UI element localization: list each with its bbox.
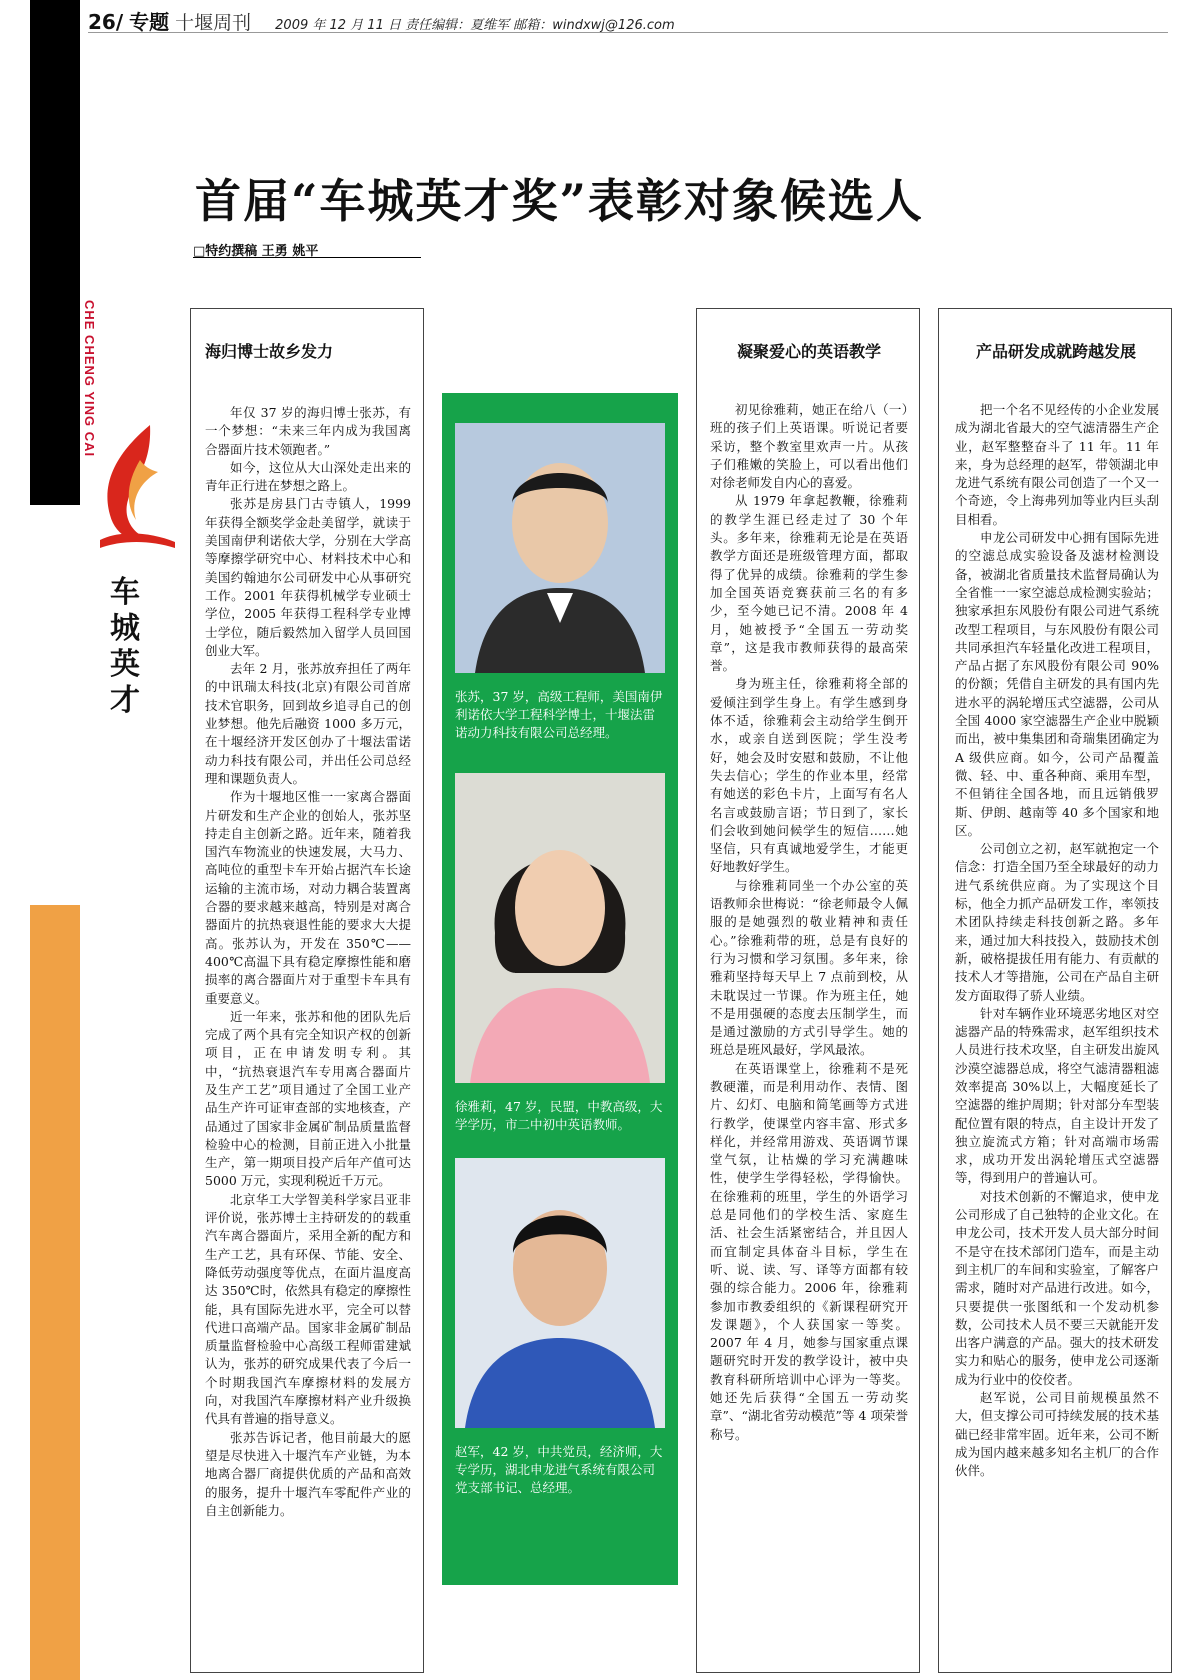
- portrait-photo-2: [455, 773, 665, 1083]
- article-box-3: [938, 308, 1172, 1673]
- paragraph: 年仅 37 岁的海归博士张苏，有一个梦想：“未来三年内成为我国离合器面片技术领跑者。”: [205, 405, 411, 457]
- paragraph: 去年 2 月，张苏放弃担任了两年的中讯瑞太科技(北京)有限公司首席技术官职务，回到故乡追寻自己的创业梦想。他先后融资 1000 多万元，在十堰经济开发区创办了十堰法雷诺动力科技有限公司，并出任公司总经理和课题负责人。: [205, 661, 411, 786]
- page-number: 26/: [88, 10, 124, 34]
- paragraph: 初见徐雅莉，她正在给八（一）班的孩子们上英语课。听说记者要采访，整个教室里欢声一片。从孩子们稚嫩的笑脸上，可以看出他们对徐老师发自内心的喜爱。: [710, 402, 908, 491]
- article-body-1: [205, 404, 411, 1659]
- article-body-3: [955, 401, 1159, 1651]
- photo-caption-1: 张苏，37 岁，高级工程师，美国南伊利诺依大学工程科学博士，十堰法雷诺动力科技有限公司总经理。: [455, 689, 663, 740]
- byline-underline: [193, 257, 421, 258]
- paragraph: 近一年来，张苏和他的团队先后完成了两个具有完全知识产权的创新项目，正在申请发明专利。其中，“抗热衰退汽车专用离合器面片及生产工艺”项目通过了全国工业产品生产许可证审查部的实地核查，产品通过了国家非金属矿制品质量监督检验中心的检测，目前正进入小批量生产，第一期项目投产后年产值可达 5000 万元，实现利税近千万元。: [205, 1008, 411, 1189]
- man-portrait-icon: [455, 1158, 665, 1428]
- photo-caption-3: 赵军，42 岁，中共党员，经济师，大专学历，湖北申龙进气系统有限公司党支部书记、总经理。: [455, 1444, 663, 1495]
- article-body-2: [710, 401, 908, 1651]
- paragraph: 张苏告诉记者，他目前最大的愿望是尽快进入十堰汽车产业链，为本地离合器厂商提供优质的产品和高效的服务，提升十堰汽车零配件产业的自主创新能力。: [205, 1429, 411, 1518]
- flame-logo-icon: [80, 420, 180, 570]
- header-meta: 2009 年 12 月 11 日 责任编辑：夏维军 邮箱：windxwj@126.com: [275, 18, 675, 33]
- portrait-photo-3: [455, 1158, 665, 1428]
- paragraph: 赵军说，公司目前规模虽然不大，但支撑公司可持续发展的技术基础已经非常牢固。近年来，公司不断成为国内越来越多知名主机厂的合作伙伴。: [955, 1390, 1159, 1479]
- paragraph: 张苏是房县门古寺镇人，1999 年获得全额奖学金赴美留学，就读于美国南伊利诺依大学，分别在大学高等摩擦学研究中心、材料技术中心和美国约翰迪尔公司研发中心从事研究工作。2001 年获得机械学专业硕士学位，2005 年获得工程科学专业博士学位，随后毅然加入留学人员回国创业大军。: [205, 496, 411, 658]
- paper-name: 十堰周刊: [175, 12, 252, 34]
- sidebar-chinese-label: [105, 575, 145, 719]
- paragraph: 北京华工大学智美科学家吕亚非评价说，张苏博士主持研发的的载重汽车离合器面片，采用全新的配方和生产工艺，具有环保、节能、安全、降低劳动强度等优点，在面片温度高达 350℃时，依然具有稳定的摩擦性能，具有国际先进水平，完全可以替代进口高端产品。国家非金属矿制品质量监督检验中心高级工程师雷建斌认为，张苏的研究成果代表了今后一个时期我国汽车摩擦材料的发展方向，对我国汽车摩擦材料产业升级换代具有普遍的指导意义。: [205, 1191, 411, 1427]
- sidebar-char: 城: [110, 611, 140, 646]
- paragraph: 作为十堰地区惟一一家离合器面片研发和生产企业的创始人，张苏坚持走自主创新之路。近年来，随着我国汽车物流业的快速发展，大马力、高吨位的重型卡车开始占据汽车长途运输的主流市场，对动力耦合装置离合器的要求越来越高，特别是对离合器面片的抗热衰退性能的要求大大提高。张苏认为，开发在 350℃——400℃高温下具有稳定摩擦性能和磨损率的离合器面片对于重型卡车具有重要意义。: [205, 789, 411, 1006]
- section-name: 专题: [129, 10, 170, 34]
- sidebar-char: 英: [110, 647, 140, 682]
- article-box-2: [696, 308, 920, 1673]
- paragraph: 把一个名不见经传的小企业发展成为湖北省最大的空气滤清器生产企业，赵军整整奋斗了 11 年。11 年来，身为总经理的赵军，带领湖北申龙进气系统有限公司创造了一个又一个奇迹，令上海弗列加等业内巨头刮目相看。: [955, 402, 1159, 527]
- sidebar-english-label: CHE CHENG YING CAI: [82, 300, 97, 458]
- left-orange-bar: [30, 905, 80, 1680]
- sidebar-char: 车: [110, 575, 140, 610]
- left-black-bar: [30, 0, 80, 505]
- paragraph: 针对车辆作业环境恶劣地区对空滤器产品的特殊需求，赵军组织技术人员进行技术攻坚，自主研发出旋风沙漠空滤器总成，将空气滤清器粗滤效率提高 30%以上，大幅度延长了空滤器的维护周期；针对部分车型装配位置有限的特点，自主设计开发了独立旋流式方箱；针对高端市场需求，成功开发出涡轮增压式空滤器等，得到用户的普遍认可。: [955, 1005, 1159, 1186]
- paragraph: 对技术创新的不懈追求，使申龙公司形成了自己独特的企业文化。在申龙公司，技术开发人员大部分时间不是守在技术部闭门造车，而是主动到主机厂的车间和实验室，了解客户需求，随时对产品进行改进。如今，只要提供一张图纸和一个发动机参数，公司技术人员不要三天就能开发出客户满意的产品。强大的技术研发实力和贴心的服务，使申龙公司逐渐成为行业中的佼佼者。: [955, 1188, 1159, 1387]
- page-title: 首届“车城英才奖”表彰对象候选人: [195, 174, 924, 228]
- photo-caption-2: 徐雅莉，47 岁，民盟，中教高级，大学学历，市二中初中英语教师。: [455, 1099, 663, 1132]
- article-title-2: 凝聚爱心的英语教学: [736, 342, 881, 361]
- byline: □特约撰稿 王勇 姚平: [193, 244, 319, 259]
- portrait-photo-1: [455, 423, 665, 673]
- page-header: [88, 6, 675, 32]
- paragraph: 从 1979 年拿起教鞭，徐雅莉的教学生涯已经走过了 30 个年头。多年来，徐雅莉无论是在英语教学方面还是班级管理方面，都取得了优异的成绩。徐雅莉的学生参加全国英语竞赛获前三名的有多少，至今她已记不清。2008 年 4 月，她被授予“全国五一劳动奖章”，这是我市教师获得的最高荣誉。: [710, 493, 908, 674]
- paragraph: 在英语课堂上，徐雅莉不是死教硬灌，而是利用动作、表情、图片、幻灯、电脑和简笔画等方式进行教学，使课堂内容丰富、形式多样化，并经常用游戏、英语调节课堂气氛，让枯燥的学习充满趣味性，使学生学得轻松，学得愉快。在徐雅莉的班里，学生的外语学习总是同他们的学校生活、家庭生活、社会生活紧密结合，并且因人而宜制定具体奋斗目标，学生在听、说、读、写、译等方面都有较强的综合能力。2006 年，徐雅莉参加市教委组织的《新课程研究开发课题》，个人获国家一等奖。2007 年 4 月，她参与国家重点课题研究时开发的教学设计，被中央教育科研所培训中心评为一等奖。她还先后获得“全国五一劳动奖章”、“湖北省劳动模范”等 4 项荣誉称号。: [710, 1060, 908, 1442]
- photo-panel: [442, 393, 678, 1585]
- paragraph: 如今，这位从大山深处走出来的青年正行进在梦想之路上。: [205, 459, 411, 494]
- header-divider: [88, 32, 1168, 33]
- article-title-1: 海归博士故乡发力: [205, 342, 334, 361]
- article-box-1: [190, 308, 424, 1673]
- article-title-3: 产品研发成就跨越发展: [975, 342, 1136, 361]
- paragraph: 与徐雅莉同坐一个办公室的英语教师余世梅说：“徐老师最令人佩服的是她强烈的敬业精神和责任心。”徐雅莉带的班，总是有良好的行为习惯和学习氛围。多年来，徐雅莉坚持每天早上 7 点前到校，从未耽误过一节课。作为班主任，她不是用强硬的态度去压制学生，而是通过激励的方式引导学生。她的班总是班风最好，学风最浓。: [710, 877, 908, 1058]
- paragraph: 公司创立之初，赵军就抱定一个信念：打造全国乃至全球最好的动力进气系统供应商。为了实现这个目标，他全力抓产品研发工作，率领技术团队持续走科技创新之路。多年来，通过加大科技投入，鼓励技术创新，破格提拔任用有能力、有贡献的技术人才等措施，公司在产品自主研发方面取得了骄人业绩。: [955, 841, 1159, 1003]
- man-portrait-icon: [455, 423, 665, 673]
- sidebar-char: 才: [110, 683, 140, 718]
- paragraph: 身为班主任，徐雅莉将全部的爱倾注到学生身上。有学生感到身体不适，徐雅莉会主动给学生倒开水，或亲自送到医院；学生没考好，她会及时安慰和鼓励，不让他失去信心；学生的作业本里，经常有她送的彩色卡片，上面写有名人名言或鼓励言语；节日到了，家长们会收到她问候学生的短信……她坚信，只有真诚地爱学生，才能更好地教好学生。: [710, 676, 908, 875]
- paragraph: 申龙公司研发中心拥有国际先进的空滤总成实验设备及滤材检测设备，被湖北省质量技术监督局确认为全省惟一一家空滤总成检测实验站；独家承担东风股份有限公司进气系统改型工程项目，与东风股份有限公司共同承担汽车轻量化改进工程项目，产品占据了东风股份有限公司 90%的份额；凭借自主研发的具有国内先进水平的涡轮增压式空滤器，公司从全国 4000 家空滤器生产企业中脱颖而出，被中集集团和奇瑞集团确定为 A 级供应商。如今，公司产品覆盖微、轻、中、重各种商、乘用车型，不但销往全国各地，而且远销俄罗斯、伊朗、越南等 40 多个国家和地区。: [955, 530, 1159, 838]
- woman-portrait-icon: [455, 773, 665, 1083]
